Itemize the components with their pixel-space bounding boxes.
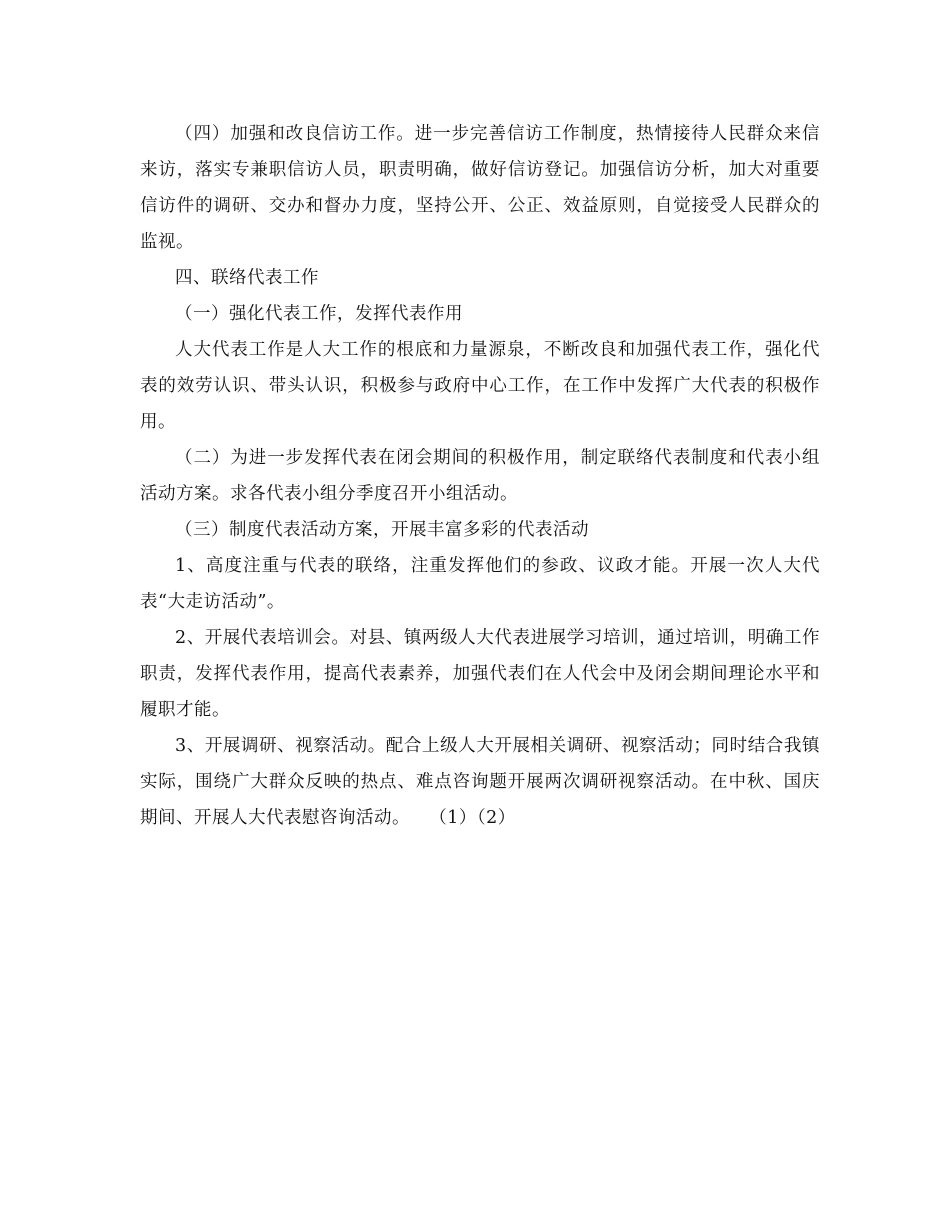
trailing-note: （1）（2） [438, 808, 516, 828]
paragraph-item-1: 1、高度注重与代表的联络，注重发挥他们的参政、议政才能。开展一次人大代表“大走访活动”。 [140, 556, 820, 612]
paragraph-item-3-text: 3、开展调研、视察活动。配合上级人大开展相关调研、视察活动；同时结合我镇实际，围绕广大群众反映的热点、难点咨询题开展两次调研视察活动。在中秋、国庆期间、开展人大代表慰咨询活动。 [140, 736, 820, 828]
paragraph-recess-role: （二）为进一步发挥代表在闭会期间的积极作用，制定联络代表制度和代表小组活动方案。求各代表小组分季度召开小组活动。 [140, 448, 820, 504]
subheading-activity-plan: （三）制度代表活动方案，开展丰富多彩的代表活动 [175, 520, 589, 540]
document-body [140, 116, 820, 836]
subheading-strengthen-work: （一）强化代表工作，发挥代表作用 [175, 304, 463, 324]
paragraph-item-3 [140, 728, 820, 836]
paragraph-item-2: 2、开展代表培训会。对县、镇两级人大代表进展学习培训，通过培训，明确工作职责，发挥代表作用，提高代表素养，加强代表们在人代会中及闭会期间理论水平和履职才能。 [140, 628, 820, 720]
paragraph-letter-visits: （四）加强和改良信访工作。进一步完善信访工作制度，热情接待人民群众来信来访，落实专兼职信访人员，职责明确，做好信访登记。加强信访分析，加大对重要信访件的调研、交办和督办力度，坚持公开、公正、效益原则，自觉接受人民群众的监视。 [140, 124, 820, 252]
section-heading-liaison: 四、联络代表工作 [175, 268, 319, 288]
paragraph-representative-work: 人大代表工作是人大工作的根底和力量源泉，不断改良和加强代表工作，强化代表的效劳认识、带头认识，积极参与政府中心工作，在工作中发挥广大代表的积极作用。 [140, 340, 820, 432]
